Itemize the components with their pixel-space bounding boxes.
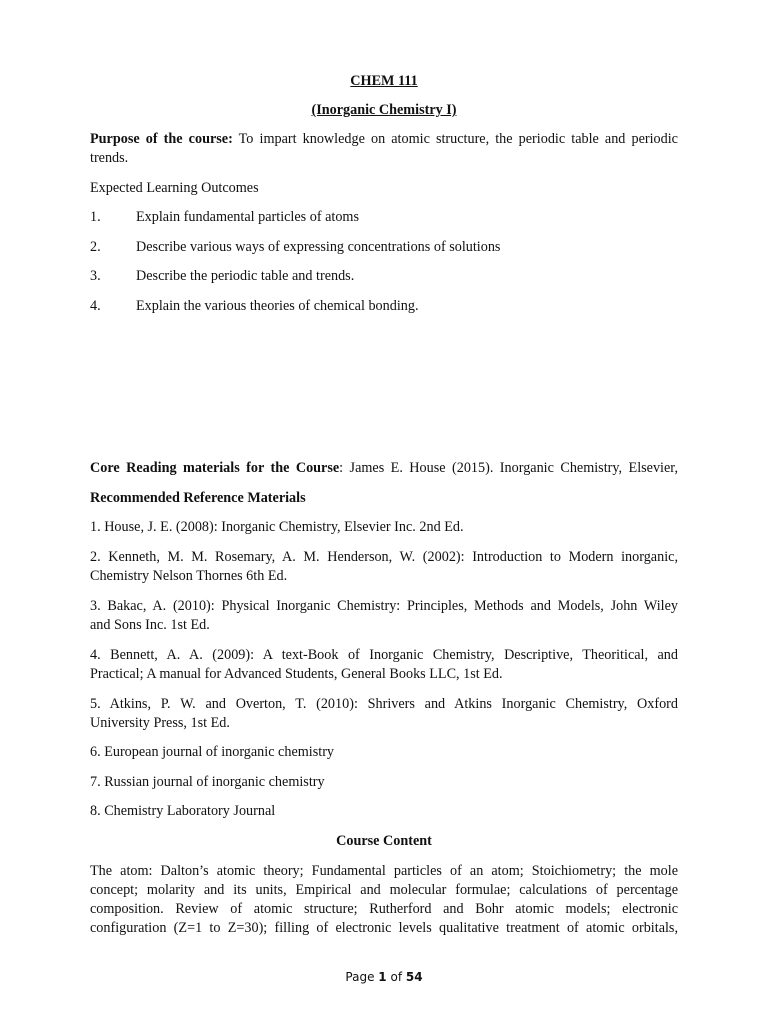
- reference-line: 1. House, J. E. (2008): Inorganic Chemistry, Elsevier Inc. 2nd Ed.: [90, 519, 464, 535]
- outcome-text: Describe the periodic table and trends.: [136, 268, 355, 284]
- reference-item: [90, 773, 678, 792]
- outcome-text: Explain fundamental particles of atoms: [136, 209, 359, 225]
- reference-line: 7. Russian journal of inorganic chemistry: [90, 774, 325, 790]
- outcome-item: [0, 267, 768, 287]
- outcome-number: 3.: [90, 268, 101, 284]
- reference-line: and Sons Inc. 1st Ed.: [90, 617, 210, 633]
- reference-line: Practical; A manual for Advanced Students, General Books LLC, 1st Ed.: [90, 666, 503, 682]
- purpose-text-2: trends.: [90, 150, 129, 166]
- reference-item: [90, 518, 678, 537]
- reference-line: 2. Kenneth, M. M. Rosemary, A. M. Henderson, W. (2002): Introduction to Modern inorganic,: [90, 549, 678, 565]
- course-name: (Inorganic Chemistry I): [311, 102, 457, 118]
- reference-line: Chemistry Nelson Thornes 6th Ed.: [90, 568, 288, 584]
- page-number: 1: [378, 970, 387, 984]
- course-content-heading: Course Content: [336, 833, 432, 849]
- course-content-paragraph: [90, 862, 678, 938]
- purpose-paragraph: [90, 130, 678, 168]
- reference-item: [90, 743, 678, 762]
- reference-line: 8. Chemistry Laboratory Journal: [90, 803, 276, 819]
- reference-item: [90, 548, 678, 586]
- reference-item: [90, 802, 678, 821]
- reference-line: 3. Bakac, A. (2010): Physical Inorganic Chemistry: Principles, Methods and Models, John Wiley: [90, 598, 678, 614]
- outcome-text: Describe various ways of expressing concentrations of solutions: [136, 239, 501, 255]
- reference-item: [90, 646, 678, 684]
- references-heading: Recommended Reference Materials: [90, 490, 306, 506]
- purpose-label: Purpose of the course:: [90, 131, 233, 147]
- page-footer: [0, 968, 768, 987]
- reference-item: [90, 695, 678, 733]
- page-word: Page: [345, 970, 379, 984]
- outcome-number: 1.: [90, 209, 101, 225]
- outcome-text: Explain the various theories of chemical bonding.: [136, 298, 419, 314]
- content-line: configuration (Z=1 to Z=30); filling of electronic levels qualitative treatment of atomic orbitals,: [90, 920, 678, 936]
- outcome-item: [0, 297, 768, 317]
- page-total: 54: [405, 970, 423, 984]
- reference-line: 4. Bennett, A. A. (2009): A text-Book of Inorganic Chemistry, Descriptive, Theoritical, and: [90, 647, 678, 663]
- reference-line: University Press, 1st Ed.: [90, 715, 230, 731]
- purpose-text-1: To impart knowledge on atomic structure, the periodic table and periodic: [232, 131, 678, 147]
- core-reading: [90, 459, 678, 478]
- core-reading-label: Core Reading materials for the Course: [90, 460, 340, 476]
- reference-item: [90, 597, 678, 635]
- outcome-item: [0, 208, 768, 228]
- content-line: concept; molarity and its units, Empirical and molecular formulae; calculations of percentage: [90, 882, 678, 898]
- outcome-number: 2.: [90, 239, 101, 255]
- content-line: The atom: Dalton’s atomic theory; Fundamental particles of an atom; Stoichiometry; the mole: [90, 863, 678, 879]
- outcome-number: 4.: [90, 298, 101, 314]
- reference-line: 5. Atkins, P. W. and Overton, T. (2010): Shrivers and Atkins Inorganic Chemistry, Oxford: [90, 696, 678, 712]
- reference-line: 6. European journal of inorganic chemistry: [90, 744, 335, 760]
- course-code: CHEM 111: [350, 73, 418, 89]
- outcomes-heading: Expected Learning Outcomes: [90, 180, 259, 196]
- core-reading-text: : James E. House (2015). Inorganic Chemistry, Elsevier,: [339, 460, 678, 476]
- of-word: of: [386, 970, 406, 984]
- outcome-item: [0, 238, 768, 258]
- content-line: composition. Review of atomic structure; Rutherford and Bohr atomic models; electronic: [90, 901, 678, 917]
